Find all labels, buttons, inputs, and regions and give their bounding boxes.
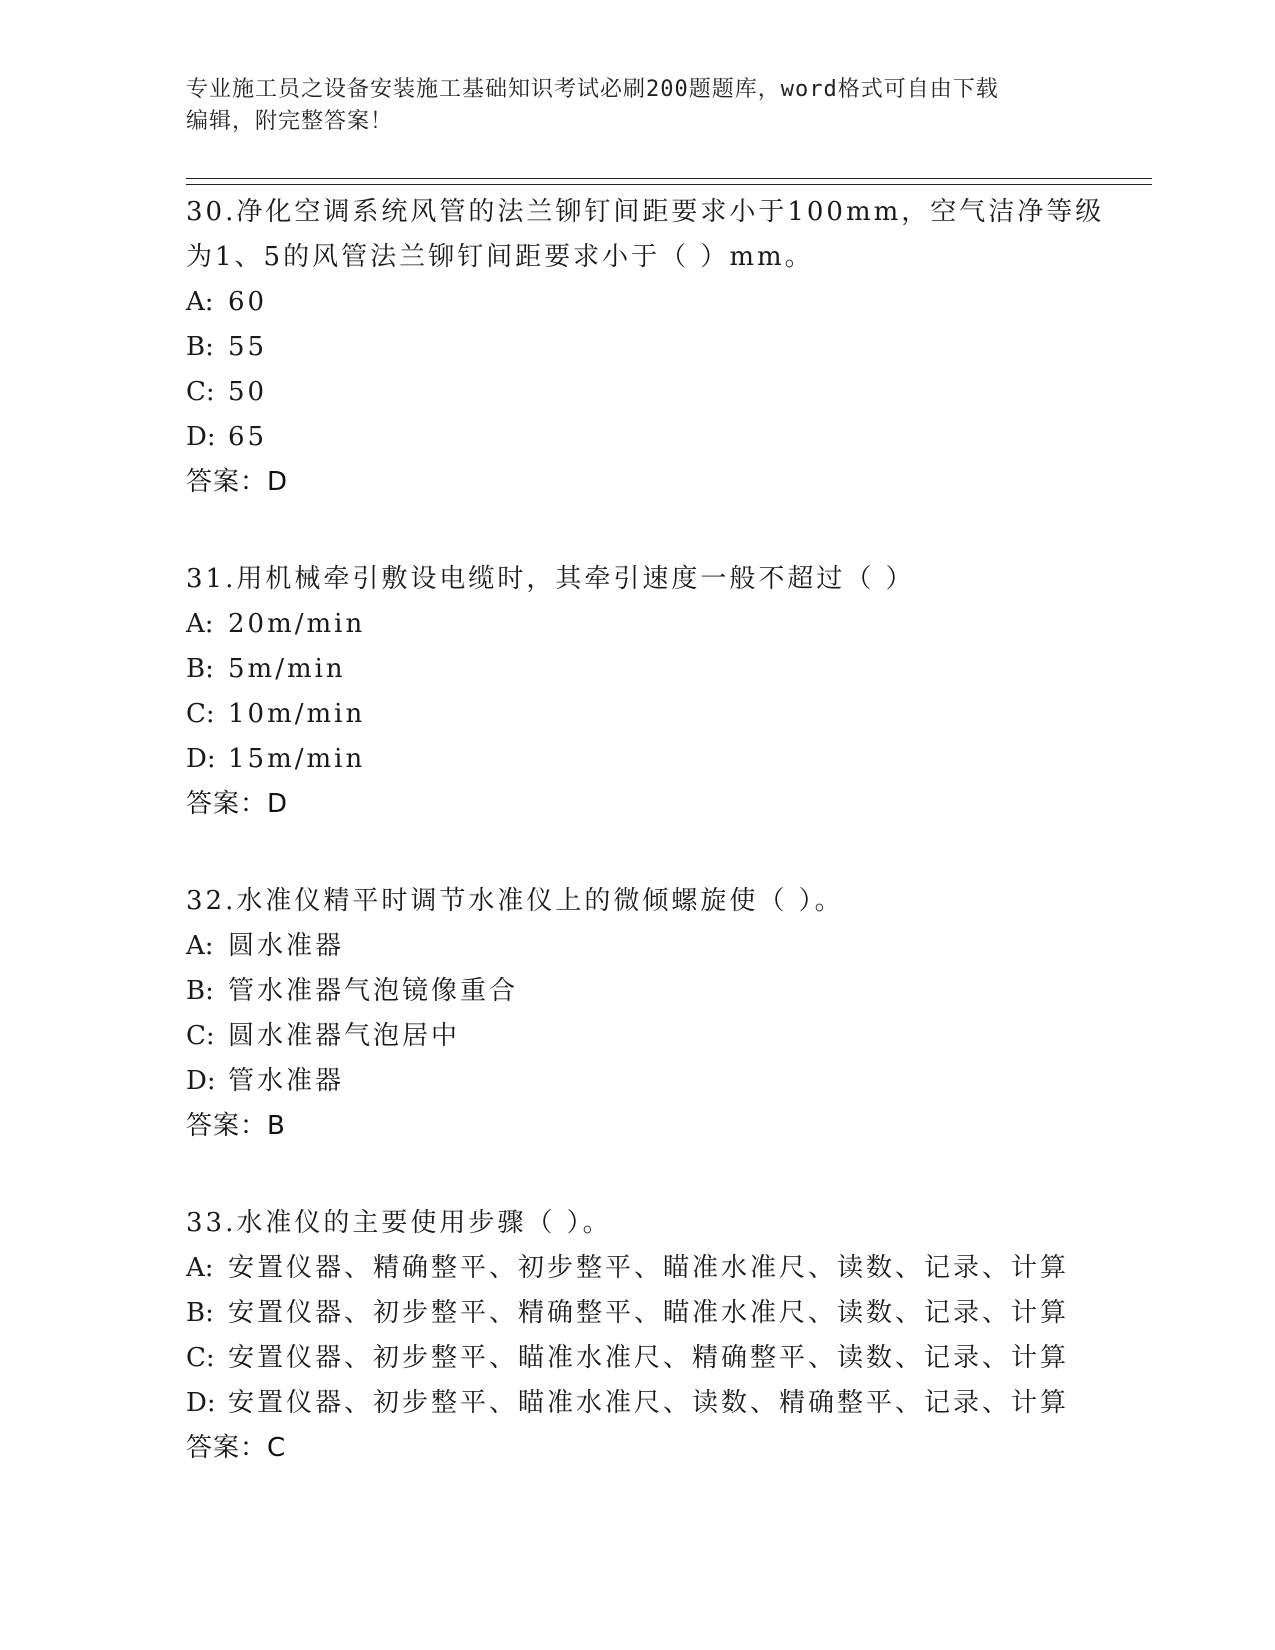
question-text-line-2: 为1、5的风管法兰铆钉间距要求小于（ ）mm。 [186,242,814,272]
option-key: C: [186,1021,215,1051]
option-d [186,415,1086,460]
option-a [186,602,1086,647]
option-key: A: [186,609,214,639]
answer-label: 答案：B [186,1111,286,1141]
option-text: 圆水准器 [228,931,345,961]
option-b [186,325,1086,370]
option-key: A: [186,1253,214,1283]
question-text-line-1: 33.水准仪的主要使用步骤（ ）。 [186,1208,612,1238]
question-text-line-1: 32.水准仪精平时调节水准仪上的微倾螺旋使（ ）。 [186,886,844,916]
option-text: 55 [228,332,268,362]
option-key: D: [186,422,216,452]
option-b [186,969,1086,1014]
option-d [186,1381,1086,1426]
option-text: 管水准器 [228,1066,345,1096]
header-divider-bottom [186,184,1152,185]
document-header [186,74,1086,138]
option-text: 10m/min [228,699,366,729]
option-c [186,692,1086,737]
option-c [186,1336,1086,1381]
option-b [186,647,1086,692]
option-text: 60 [228,287,268,317]
option-key: D: [186,1066,216,1096]
option-text: 5m/min [228,654,346,684]
option-d [186,737,1086,782]
option-key: C: [186,1343,215,1373]
option-key: B: [186,1298,214,1328]
option-key: C: [186,699,215,729]
option-text: 安置仪器、初步整平、瞄准水准尺、精确整平、读数、记录、计算 [228,1343,1070,1373]
option-text: 圆水准器气泡居中 [228,1021,461,1051]
option-key: B: [186,654,214,684]
option-b [186,1291,1086,1336]
question-text-line-1: 30.净化空调系统风管的法兰铆钉间距要求小于100mm，空气洁净等级 [186,197,1105,227]
option-text: 15m/min [228,744,366,774]
option-text: 50 [228,377,268,407]
option-text: 20m/min [228,609,366,639]
option-text: 65 [228,422,268,452]
option-a [186,924,1086,969]
option-a [186,280,1086,325]
question-32 [186,879,1086,1149]
header-divider-top [186,178,1152,179]
question-33 [186,1201,1086,1471]
option-a [186,1246,1086,1291]
option-key: C: [186,377,215,407]
header-line-1: 专业施工员之设备安装施工基础知识考试必刷200题题库，word格式可自由下载 [186,77,999,102]
option-text: 安置仪器、初步整平、瞄准水准尺、读数、精确整平、记录、计算 [228,1388,1070,1418]
option-key: D: [186,1388,216,1418]
question-31 [186,557,1086,827]
option-key: B: [186,332,214,362]
option-text: 安置仪器、精确整平、初步整平、瞄准水准尺、读数、记录、计算 [228,1253,1070,1283]
option-key: D: [186,744,216,774]
answer-label: 答案：D [186,467,289,497]
option-text: 管水准器气泡镜像重合 [228,976,519,1006]
option-c [186,370,1086,415]
question-list [186,190,1105,1523]
option-c [186,1014,1086,1059]
question-text-line-1: 31.用机械牵引敷设电缆时，其牵引速度一般不超过（ ） [186,564,915,594]
option-text: 安置仪器、初步整平、精确整平、瞄准水准尺、读数、记录、计算 [228,1298,1070,1328]
question-30 [186,190,1105,505]
answer-label: 答案：D [186,789,289,819]
answer-label: 答案：C [186,1433,287,1463]
option-key: B: [186,976,214,1006]
option-key: A: [186,287,214,317]
option-key: A: [186,931,214,961]
option-d [186,1059,1086,1104]
header-line-2: 编辑，附完整答案！ [186,109,394,134]
